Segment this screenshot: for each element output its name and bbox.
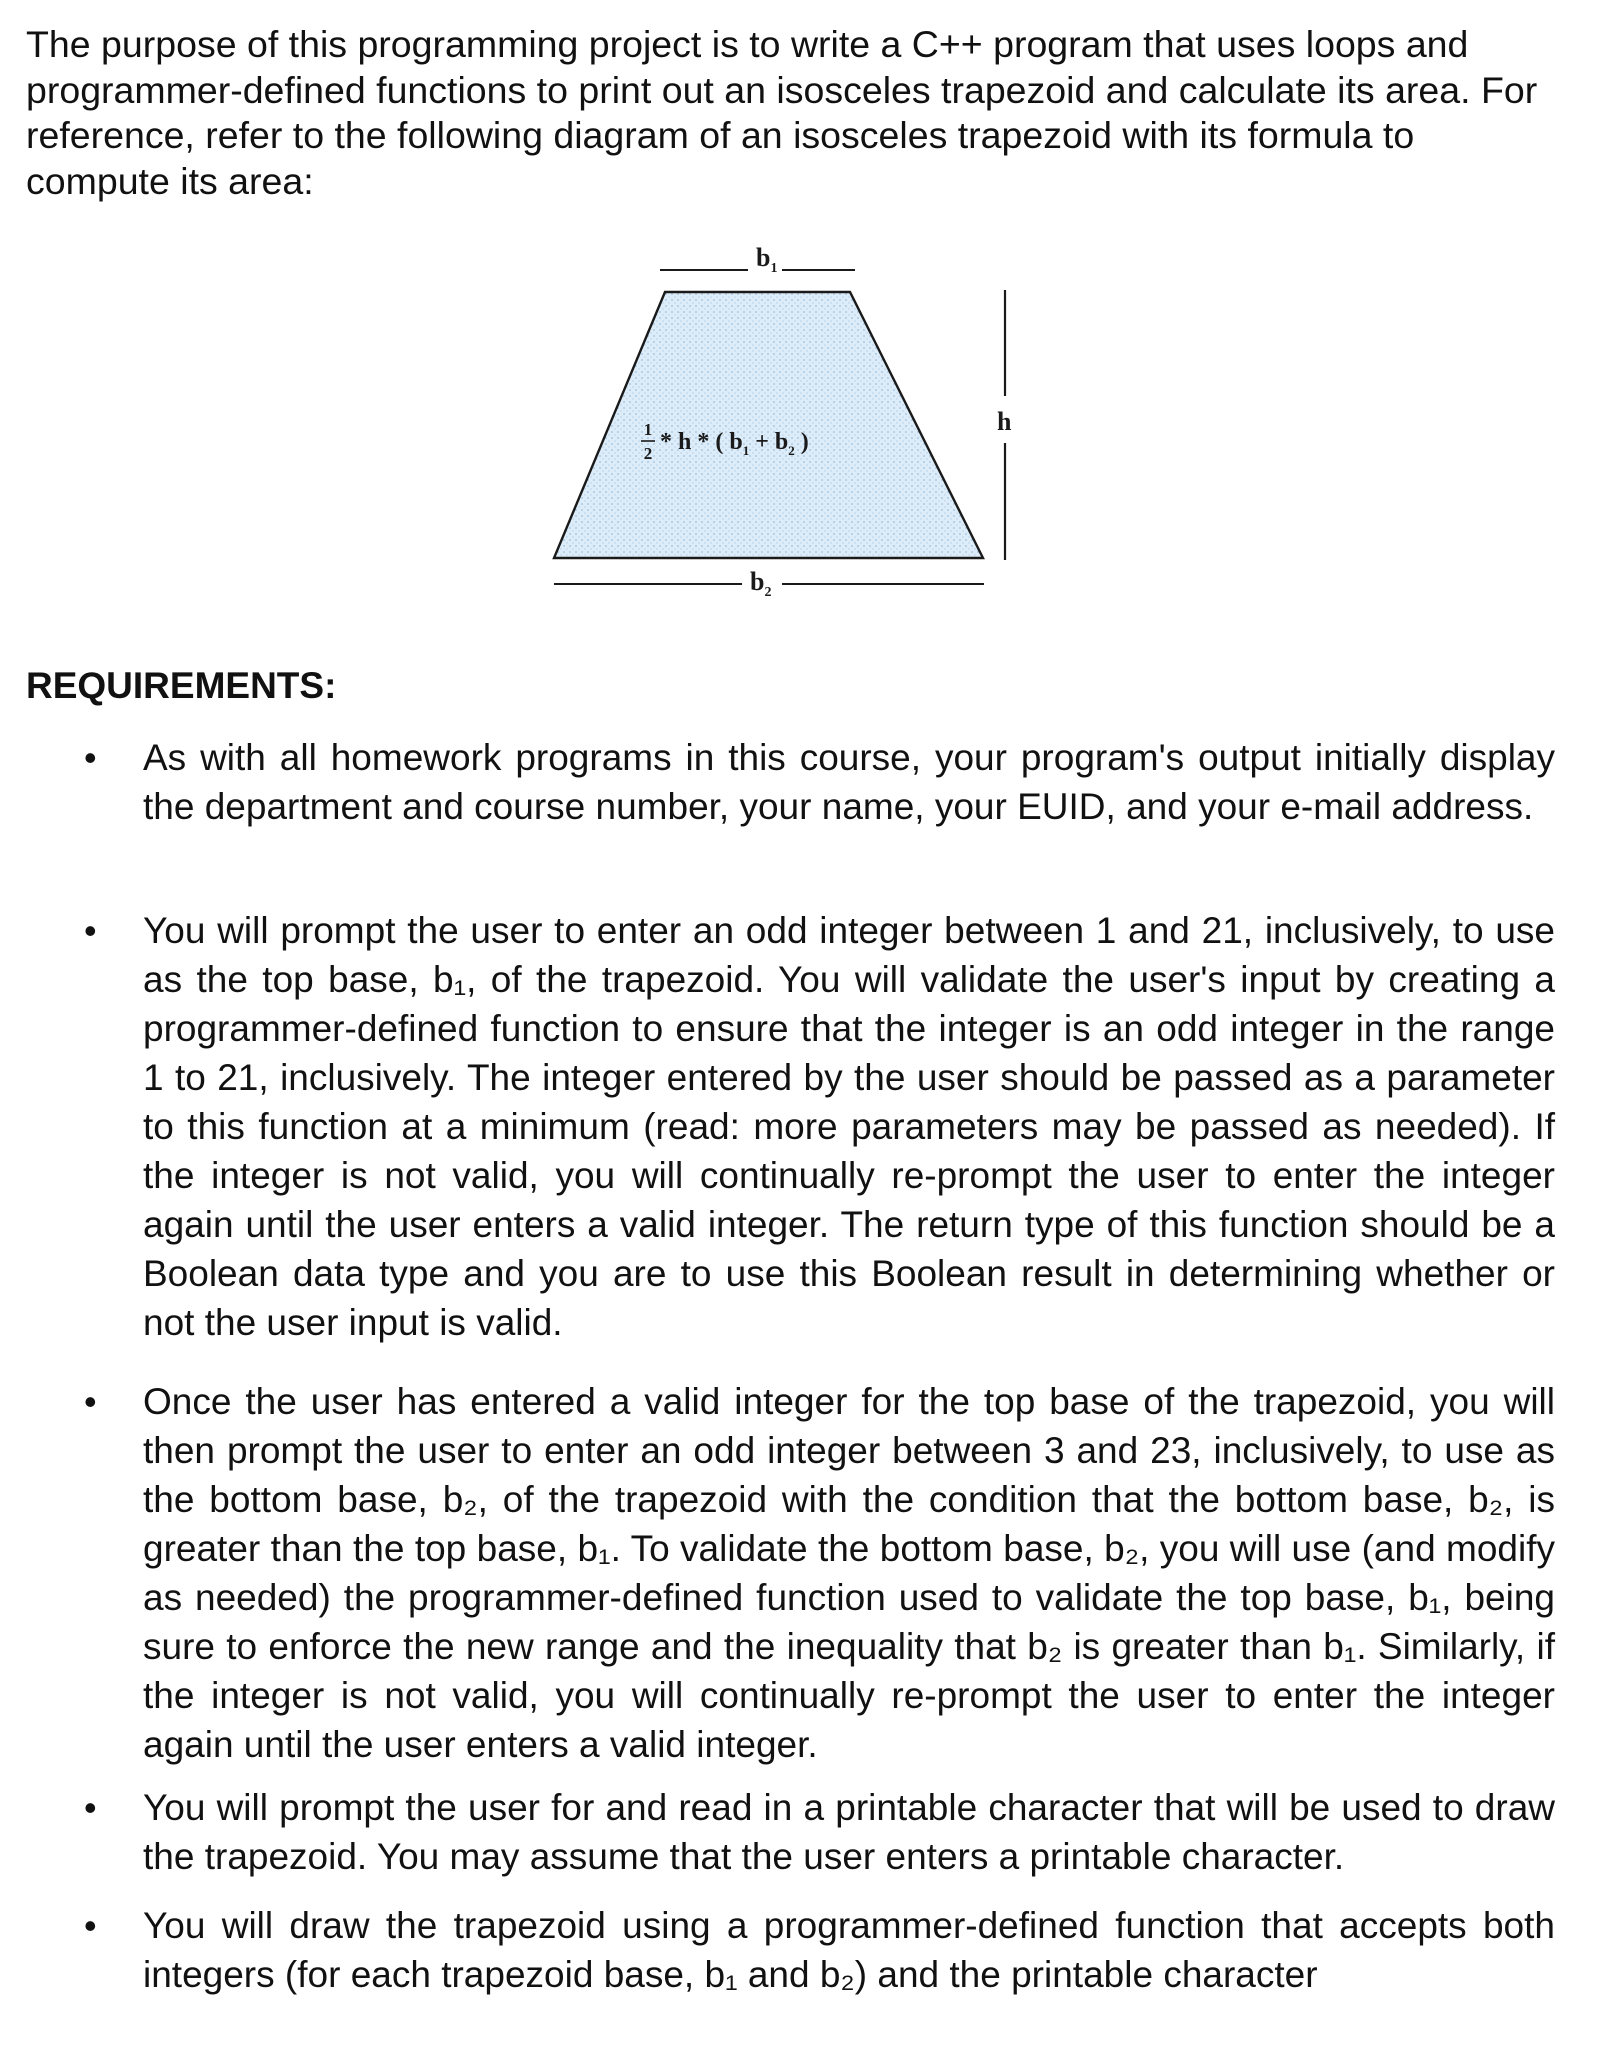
svg-text:* h * ( b1 + b2 ): * h * ( $b_1 + b_2$ ) — [660, 429, 809, 458]
top-base-label: $b_1$ — [756, 243, 778, 276]
intro-paragraph: The purpose of this programming project is to write a C++ program that uses loops and programmer-defined functions to print out an isosceles trapezoid and calculate its area. For reference, refer to the following diagram of an isosceles trapezoid with its formula to compute its area: — [26, 23, 1538, 202]
list-item — [0, 906, 1619, 1366]
list-item — [0, 1901, 1619, 2005]
list-item-text: You will draw the trapezoid using a programmer-defined function that accepts both integers (for each trapezoid base, b₁ and b₂) and the printable character — [143, 1905, 1555, 1995]
list-item-text: As with all homework programs in this course, your program's output initially display the department and course number, your name, your EUID, and your e-mail address. — [143, 737, 1555, 827]
bullet-icon: • — [84, 1905, 97, 1946]
list-item-text: You will prompt the user for and read in a printable character that will be used to draw the trapezoid. You may assume that the user enters a printable character. — [143, 1787, 1555, 1877]
bullet-icon: • — [84, 910, 97, 951]
bullet-icon: • — [84, 737, 97, 778]
requirements-heading: REQUIREMENTS: — [26, 665, 337, 706]
svg-text:2: 2 — [643, 444, 653, 463]
bullet-icon: • — [84, 1787, 97, 1828]
trapezoid-diagram — [550, 238, 1020, 618]
height-label: h — [997, 407, 1012, 436]
list-item — [0, 1783, 1619, 1887]
list-item — [0, 733, 1619, 893]
bullet-icon: • — [84, 1381, 97, 1422]
bottom-base-label: $b_2$ — [750, 567, 772, 600]
list-item-text: You will prompt the user to enter an odd integer between 1 and 21, inclusively, to use as the top base, b₁, of the trapezoid. You will validate the user's input by creating a programmer-defined function to ensure that the integer is an odd integer in the range 1 to 21, inclusively. The integer entered by the user should be passed as a parameter to this function at a minimum (read: more parameters may be passed as needed). If the integer is not valid, you will continually re-prompt the user to enter the integer again until the user enters a valid integer. The return type of this function should be a Boolean data type and you are to use this Boolean result in determining whether or not the user input is valid. — [143, 910, 1555, 1343]
list-item — [0, 1377, 1619, 1771]
list-item-text: Once the user has entered a valid integer for the top base of the trapezoid, you will then prompt the user to enter an odd integer between 3 and 23, inclusively, to use as the bottom base, b₂, of the trapezoid with the condition that the bottom base, b₂, is greater than the top base, b₁. To validate the bottom base, b₂, you will use (and modify as needed) the programmer-defined function used to validate the top base, b₁, being sure to enforce the new range and the inequality that b₂ is greater than b₁. Similarly, if the integer is not valid, you will continually re-prompt the user to enter the integer again until the user enters a valid integer. — [143, 1381, 1555, 1765]
requirements-list — [0, 733, 1619, 2005]
svg-text:1: 1 — [643, 420, 653, 439]
trapezoid-shape — [554, 292, 983, 558]
